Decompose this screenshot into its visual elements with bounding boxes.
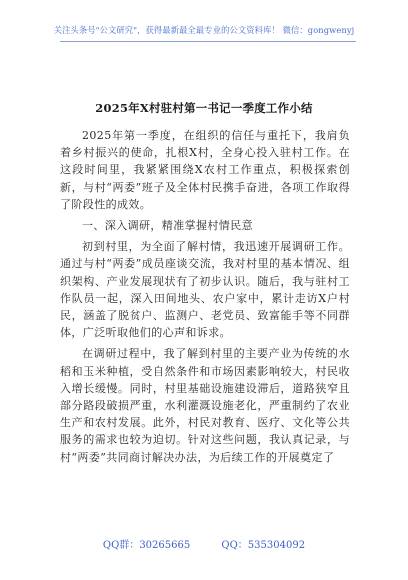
paragraph-intro: 2025年第一季度，在组织的信任与重托下，我肩负着乡村振兴的使命，扎根X村，全身心投入驻村工作。在这段时间里，我紧紧围绕X农村工作重点，积极探索创新，与村“两委”班子及全体村民携手奋进，各项工作取得了阶段性的成效。 — [60, 129, 350, 211]
document-body — [60, 127, 350, 470]
header-note: 关注头条号"公文研究"，获得最新最全最专业的公文资料库！ 微信：gongwenyj — [53, 25, 355, 35]
paragraph-research: 初到村里，为全面了解村情，我迅速开展调研工作。通过与村“两委”成员座谈交流，我对村里的基本情况、组织架构、产业发展现状有了初步认识。随后，我与驻村工作队员一起，深入田间地头、农户家中，累计走访X户村民，涵盖了脱贫户、监测户、老党员、致富能手等不同群体，广泛听取他们的心声和诉求。 — [60, 240, 350, 340]
paragraph-findings: 在调研过程中，我了解到村里的主要产业为传统的水稻和玉米种植，受自然条件和市场因素影响较大，村民收入增长缓慢。同时，村里基础设施建设滞后，道路狭窄且部分路段破损严重，水利灌溉设施老化，严重制约了农业生产和农村发展。此外，村民对教育、医疗、文化等公共服务的需求也较为迫切。针对这些问题，我认真记录，与村“两委”共同商讨解决办法，为后续工作的开展奠定了 — [60, 347, 350, 464]
header-divider — [60, 41, 356, 42]
section-heading-1: 一、深入调研，精准掌握村情民意 — [82, 219, 253, 233]
document-title: 2025年X村驻村第一书记一季度工作小结 — [95, 101, 313, 115]
footer-qq-group: QQ群：30265665 — [102, 540, 191, 551]
footer-contacts — [0, 536, 408, 551]
footer-qq: QQ：535304092 — [221, 540, 306, 551]
